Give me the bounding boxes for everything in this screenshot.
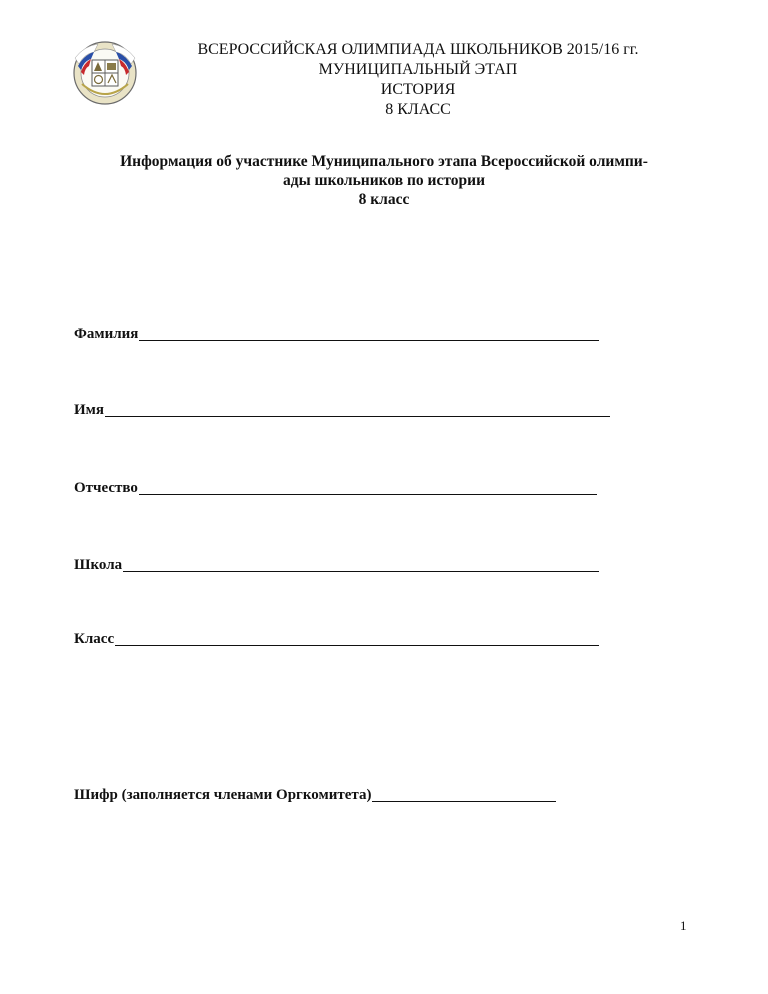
patronymic-label: Отчество <box>74 480 138 496</box>
header-grade: 8 КЛАСС <box>385 101 451 118</box>
header-olympiad-name: ВСЕРОССИЙСКАЯ ОЛИМПИАДА ШКОЛЬНИКОВ 2015/16 гг. <box>197 41 639 58</box>
participant-info-title <box>60 152 708 209</box>
class-field[interactable] <box>74 629 599 649</box>
name-label: Имя <box>74 402 104 418</box>
surname-blank-line[interactable] <box>139 325 599 341</box>
cipher-blank-line[interactable] <box>372 786 556 802</box>
school-blank-line[interactable] <box>123 556 599 572</box>
olympiad-emblem-logo <box>72 40 138 106</box>
page-number: 1 <box>680 918 687 933</box>
surname-label: Фамилия <box>74 326 139 342</box>
cipher-label: Шифр (заполняется членами Оргкомитета) <box>74 787 372 803</box>
patronymic-blank-line[interactable] <box>139 479 597 495</box>
class-label: Класс <box>74 631 115 647</box>
title-line-3: 8 класс <box>358 191 410 208</box>
cipher-field[interactable] <box>74 785 556 805</box>
class-blank-line[interactable] <box>115 630 599 646</box>
patronymic-field[interactable] <box>74 478 597 498</box>
surname-field[interactable] <box>74 324 599 344</box>
school-label: Школа <box>74 557 123 573</box>
name-blank-line[interactable] <box>105 401 610 417</box>
name-field[interactable] <box>74 400 610 420</box>
document-header <box>150 40 686 120</box>
title-line-1: Информация об участнике Муниципального этапа Всероссийской олимпи- <box>120 153 648 170</box>
school-field[interactable] <box>74 555 599 575</box>
header-subject: ИСТОРИЯ <box>380 81 456 98</box>
header-stage: МУНИЦИПАЛЬНЫЙ ЭТАП <box>318 61 518 78</box>
title-line-2: ады школьников по истории <box>282 172 486 189</box>
